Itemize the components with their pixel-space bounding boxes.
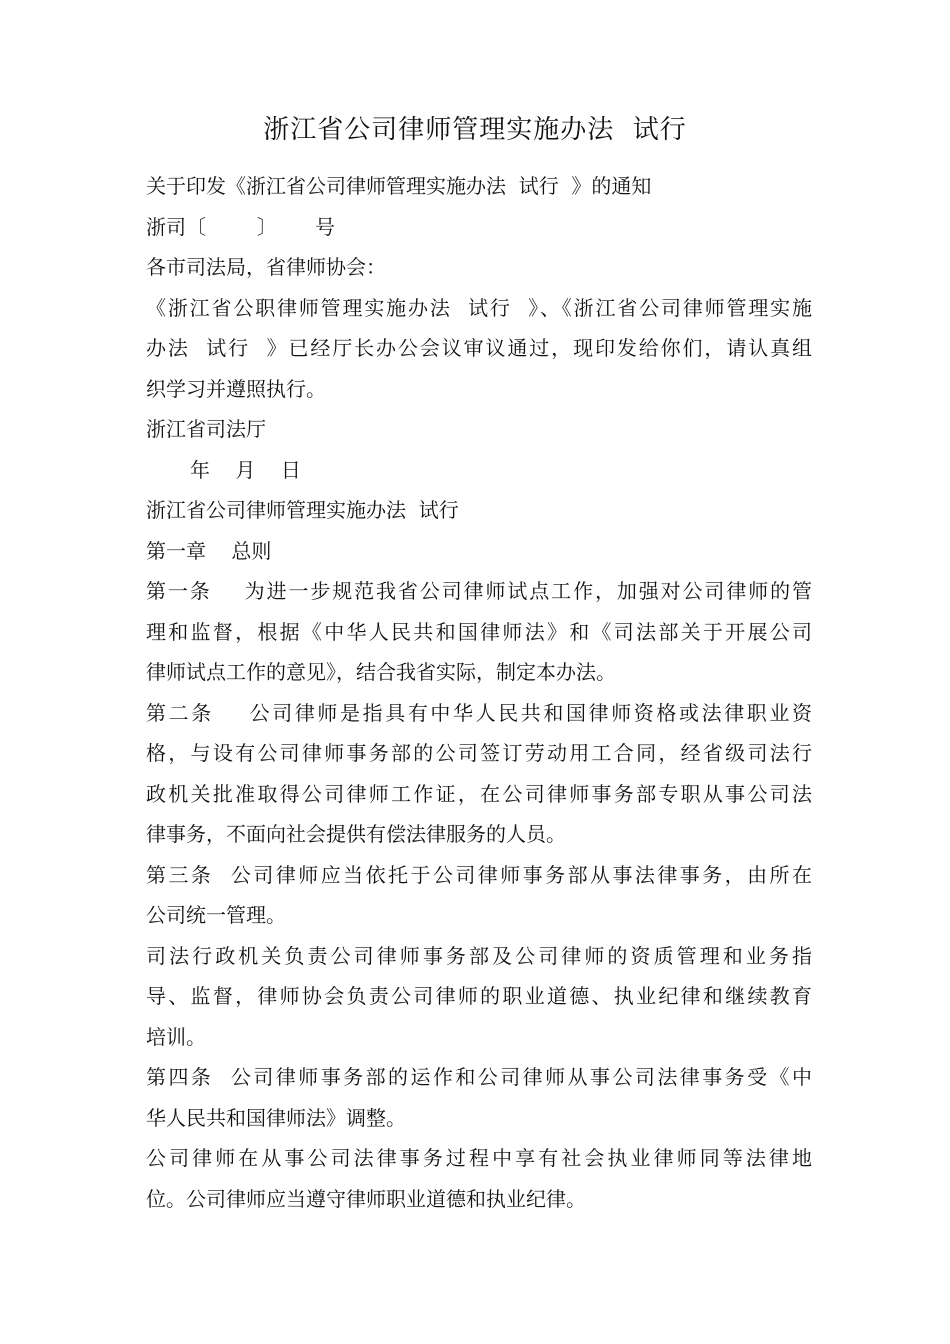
article-line: 第四条 公司律师事务部的运作和公司律师从事公司法律事务受《中	[146, 1065, 812, 1089]
article-line: 第二条 公司律师是指具有中华人民共和国律师资格或法律职业资	[146, 700, 812, 725]
document-body	[146, 166, 812, 1219]
article-line: 公司律师在从事公司法律事务过程中享有社会执业律师同等法律地	[146, 1146, 812, 1170]
article-line: 公司统一管理。	[146, 903, 286, 927]
article-line: 司法行政机关负责公司律师事务部及公司律师的资质管理和业务指	[146, 943, 812, 968]
document-number: 浙司〔 〕 号	[146, 214, 336, 239]
article-line: 华人民共和国律师法》调整。	[146, 1105, 406, 1130]
document-title: 浙江省公司律师管理实施办法 试行	[263, 115, 687, 145]
article-line: 格，与设有公司律师事务部的公司签订劳动用工合同，经省级司法行	[146, 741, 812, 765]
article-line: 第三条 公司律师应当依托于公司律师事务部从事法律事务，由所在	[146, 862, 812, 887]
issuer-name: 浙江省司法厅	[146, 417, 266, 441]
paragraph-line: 《浙江省公职律师管理实施办法 试行 》、《浙江省公司律师管理实施	[146, 295, 812, 320]
article-line: 律师试点工作的意见》，结合我省实际，制定本办法。	[146, 660, 616, 684]
paragraph-line: 织学习并遵照执行。	[146, 376, 326, 401]
article-line: 导、监督，律师协会负责公司律师的职业道德、执业纪律和继续教育	[146, 984, 812, 1008]
article-line: 培训。	[146, 1024, 206, 1049]
article-line: 政机关批准取得公司律师工作证，在公司律师事务部专职从事公司法	[146, 781, 812, 806]
article-line: 第一条 为进一步规范我省公司律师试点工作，加强对公司律师的管	[146, 579, 812, 603]
section-title: 浙江省公司律师管理实施办法 试行	[146, 498, 459, 522]
article-line: 位。公司律师应当遵守律师职业道德和执业纪律。	[146, 1186, 586, 1211]
chapter-heading: 第一章 总则	[146, 538, 272, 563]
notice-heading: 关于印发《浙江省公司律师管理实施办法 试行 》的通知	[146, 174, 652, 198]
article-line: 理和监督，根据《中华人民共和国律师法》和《司法部关于开展公司	[146, 619, 812, 644]
paragraph-line: 办法 试行 》已经厅长办公会议审议通过，现印发给你们，请认真组	[146, 336, 812, 360]
article-line: 律事务，不面向社会提供有偿法律服务的人员。	[146, 822, 566, 846]
issue-date: 年 月 日	[190, 457, 301, 482]
salutation: 各市司法局，省律师协会：	[146, 255, 386, 279]
